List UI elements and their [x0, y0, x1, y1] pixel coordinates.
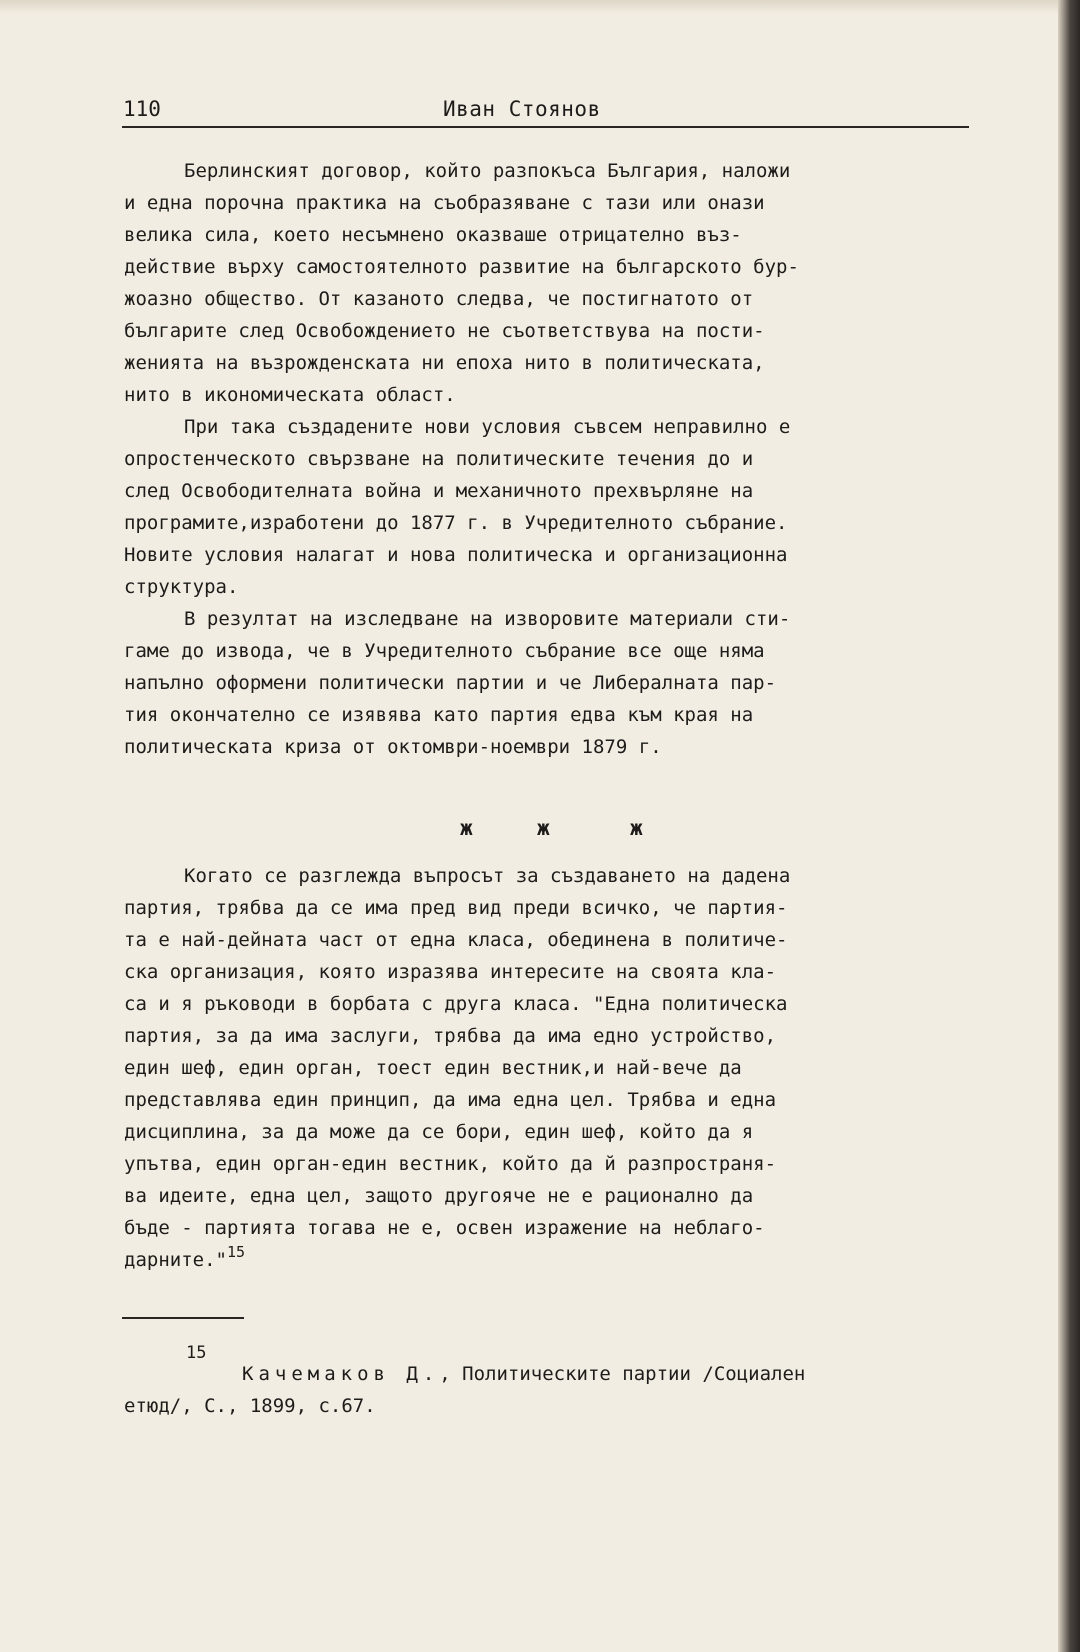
main-text	[124, 155, 984, 763]
text-line: и една порочна практика на съобразяване с тази или онази	[124, 192, 765, 214]
paragraph-4	[124, 860, 984, 1276]
separator-mark: ж	[630, 816, 643, 840]
footnote-title: , Политическите партии /Социален	[439, 1363, 806, 1385]
last-line-text: дарните."	[124, 1249, 227, 1271]
text-line: представлява един принцип, да има една цел. Трябва и една	[124, 1089, 777, 1111]
text-line: Когато се разглежда въпросът за създаването на дадена	[184, 865, 791, 887]
text-line: политическата криза от октомври-ноември 1879 г.	[124, 736, 662, 758]
text-line: упътва, един орган-един вестник, който да й разпространя-	[124, 1153, 777, 1175]
text-line: партия, за да има заслуги, трябва да има едно устройство,	[124, 1025, 777, 1047]
footnote-rule	[122, 1317, 244, 1319]
page-number: 110	[123, 97, 161, 121]
running-header	[123, 92, 968, 126]
text-line: женията на възрожденската ни епоха нито в политическата,	[124, 352, 765, 374]
text-line: Берлинският договор, който разпокъса България, наложи	[184, 160, 791, 182]
text-line: При така създадените нови условия съвсем неправилно е	[184, 416, 791, 438]
text-line: българите след Освобождението не съответствува на пости-	[124, 320, 765, 342]
text-line: опростенческото свързване на политическите течения до и	[124, 448, 754, 470]
text-line: та е най-дейната част от една класа, обединена в политиче-	[124, 929, 788, 951]
text-line: Новите условия налагат и нова политическа и организационна	[124, 544, 788, 566]
text-line: бъде - партията тогава не е, освен изражение на неблаго-	[124, 1217, 765, 1239]
text-line: са и я ръководи в борбата с друга класа. "Една политическа	[124, 993, 788, 1015]
footnote-author: Качемаков Д.	[242, 1363, 440, 1385]
separator-mark: ж	[460, 816, 473, 840]
text-line: В резултат на изследване на изворовите материали сти-	[184, 608, 791, 630]
text-line: напълно оформени политически партии и че Либералната пар-	[124, 672, 777, 694]
text-line: партия, трябва да се има пред вид преди всичко, че партия-	[124, 897, 788, 919]
text-line: тия окончателно се изявява като партия едва към края на	[124, 704, 754, 726]
paragraph-3	[124, 603, 984, 763]
separator-mark: ж	[537, 816, 550, 840]
paragraph-1	[124, 155, 984, 411]
text-line: гаме до извода, че в Учредителното събрание все още няма	[124, 640, 765, 662]
footnote-number: 15	[186, 1343, 207, 1363]
running-header-author: Иван Стоянов	[443, 97, 601, 121]
footnote-reference: 15	[226, 1243, 246, 1261]
text-line: действие върху самостоятелното развитие на българското бур-	[124, 256, 799, 278]
text-line: ска организация, която изразява интересите на своята кла-	[124, 961, 777, 983]
text-line: ва идеите, една цел, защото другояче не е рационално да	[124, 1185, 754, 1207]
text-line: програмите,изработени до 1877 г. в Учредителното събрание.	[124, 512, 788, 534]
header-rule	[122, 126, 969, 128]
section-separator	[0, 816, 1080, 848]
page-edge-top	[0, 0, 1058, 14]
footnote-line: етюд/, С., 1899, с.67.	[124, 1395, 376, 1417]
text-line: нито в икономическата област.	[124, 384, 456, 406]
text-line	[124, 1244, 984, 1276]
paragraph-2	[124, 411, 984, 603]
text-line: структура.	[124, 576, 239, 598]
text-line: жоазно общество. От казаното следва, че постигнатото от	[124, 288, 754, 310]
text-line: дисциплина, за да може да се бори, един шеф, който да я	[124, 1121, 754, 1143]
footnote	[124, 1358, 984, 1422]
text-line: един шеф, един орган, тоест един вестник,и най-вече да	[124, 1057, 742, 1079]
footnote-line	[124, 1358, 984, 1390]
text-line: след Освободителната война и механичното прехвърляне на	[124, 480, 754, 502]
text-line: велика сила, което несъмнено оказваше отрицателно въз-	[124, 224, 742, 246]
